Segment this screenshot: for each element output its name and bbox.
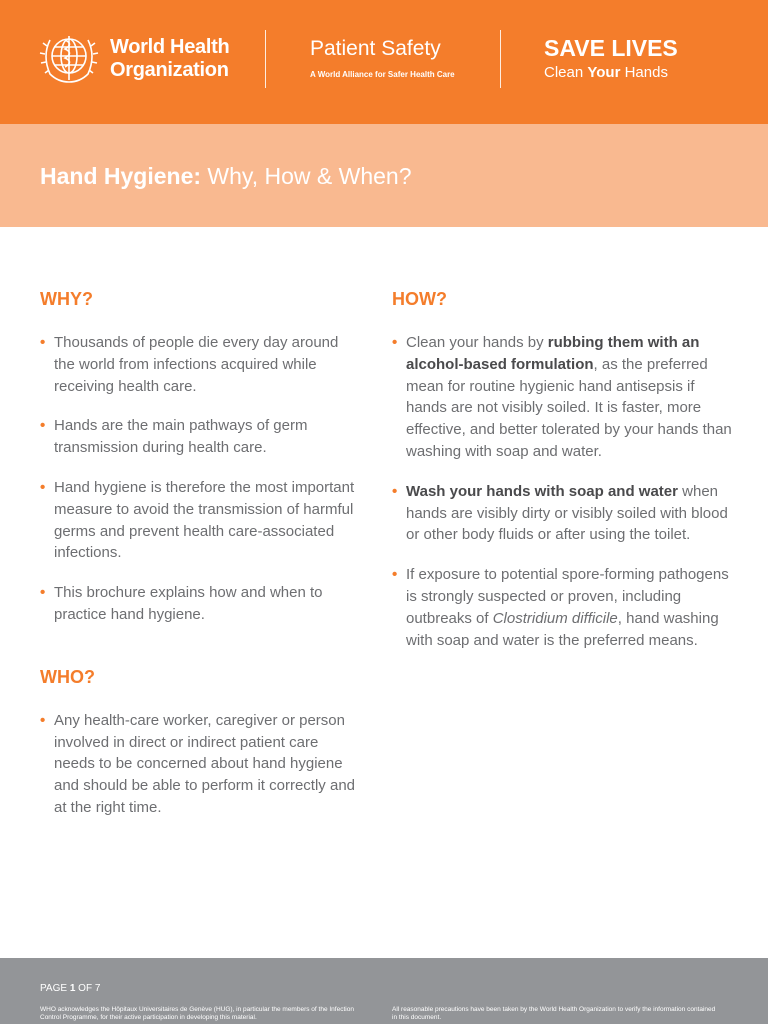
header-divider — [265, 30, 266, 88]
text-run: , as the preferred mean for routine hygienic hand antisepsis if hands are not visibly soiled. It is faster, more effective, and better tolerated by your hands than washing with soap and water. — [406, 355, 732, 460]
how-list — [392, 332, 732, 651]
why-heading: WHY? — [40, 289, 93, 309]
page-label: PAGE — [40, 983, 70, 994]
who-list — [40, 710, 360, 819]
page-indicator — [40, 983, 100, 995]
who-emblem-icon — [38, 30, 100, 86]
who-heading: WHO? — [40, 666, 95, 687]
list-item: • Any health-care worker, caregiver or person involved in direct or indirect patient care needs to be concerned about hand hygiene and should be able to perform it correctly and at the right time. — [40, 710, 360, 819]
org-name-line-2: Organization — [110, 59, 229, 81]
patient-safety-subtitle: A World Alliance for Safer Health Care — [310, 70, 455, 79]
left-column — [40, 288, 360, 819]
list-item: • Thousands of people die every day around the world from infections acquired while receiving health care. — [40, 332, 360, 397]
document-title-bold: Hand Hygiene: — [40, 163, 202, 189]
save-lives-title: SAVE LIVES — [544, 35, 678, 61]
list-item — [392, 481, 732, 546]
page-total: OF 7 — [75, 983, 101, 994]
clean-hands-tagline — [544, 63, 668, 83]
emphasis-text: rubbing them with an alcohol-based formulation — [406, 334, 700, 373]
list-item: • Hands are the main pathways of germ transmission during health care. — [40, 415, 360, 459]
why-list — [40, 332, 360, 626]
text-run: If exposure to potential spore-forming pathogens is strongly suspected or proven, including outbreaks of — [406, 566, 729, 627]
text-run: , hand washing with soap and water is the preferred means. — [406, 609, 719, 649]
emphasis-text: Wash your hands with soap and water — [406, 482, 678, 500]
text-run: Clean your hands by — [406, 334, 548, 351]
tagline-part: Hands — [620, 64, 668, 81]
document-title-rest: Why, How & When? — [201, 163, 412, 189]
header-bar — [0, 0, 768, 124]
list-item — [392, 564, 732, 651]
list-item: • This brochure explains how and when to practice hand hygiene. — [40, 582, 360, 626]
patient-safety-title: Patient Safety — [310, 37, 441, 60]
italic-text: Clostridium difficile — [492, 609, 618, 627]
tagline-emphasis: Your — [587, 64, 621, 81]
footer-disclaimer: All reasonable precautions have been taken by the World Health Organization to verify the information contained in this document. — [392, 1006, 716, 1021]
org-name — [110, 36, 229, 82]
list-item: • Hand hygiene is therefore the most important measure to avoid the transmission of harmful germs and prevent health care-associated infections. — [40, 477, 360, 564]
header-divider — [500, 30, 501, 88]
document-title — [40, 162, 412, 190]
how-heading: HOW? — [392, 289, 447, 309]
right-column — [392, 288, 732, 651]
page-current: 1 — [69, 983, 76, 994]
tagline-part: Clean — [544, 64, 588, 81]
footer-acknowledgement: WHO acknowledges the Hôpitaux Universitaires de Genève (HUG), in particular the members of the Infection Control Programme, for their active participation in developing this material. — [40, 1006, 354, 1021]
text-run: when hands are visibly dirty or visibly soiled with blood or other body fluids or after using the toilet. — [406, 482, 728, 544]
org-name-line-1: World Health — [110, 36, 230, 58]
list-item — [392, 332, 732, 463]
